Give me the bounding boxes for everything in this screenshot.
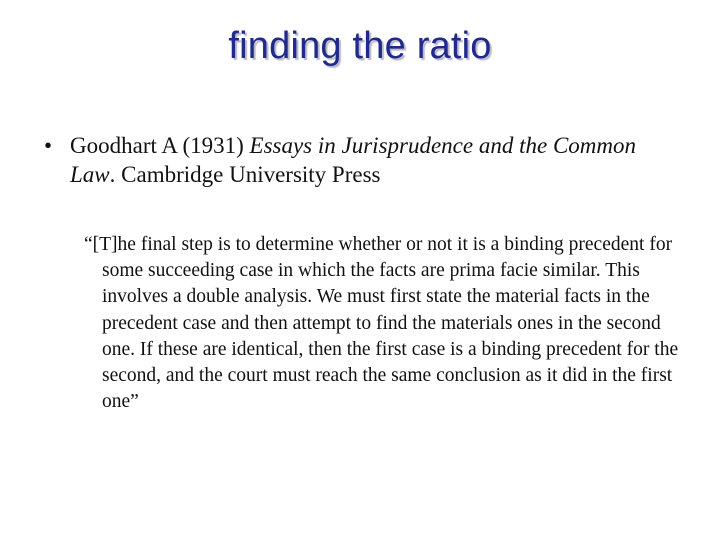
bullet-marker: • [44,133,53,158]
citation-author: Goodhart A (1931) [70,133,250,158]
citation-publisher: . Cambridge University Press [109,162,381,187]
citation-book-title: Essays in Jurisprudence and the Common Law [70,133,637,187]
bullet-item [44,131,684,189]
bullet-citation [70,131,684,189]
slide-title: finding the ratio [228,25,492,67]
quote-paragraph: “[T]he final step is to determine whether or not it is a binding precedent for some succeeding case in which the facts are prima facie similar. This involves a double analysis. We must first state the material facts in the precedent case and then attempt to find the materials ones in the second one. If these are identical, then the first case is a binding precedent for the second, and the court must reach the same conclusion as it did in the first one” [84,234,679,413]
